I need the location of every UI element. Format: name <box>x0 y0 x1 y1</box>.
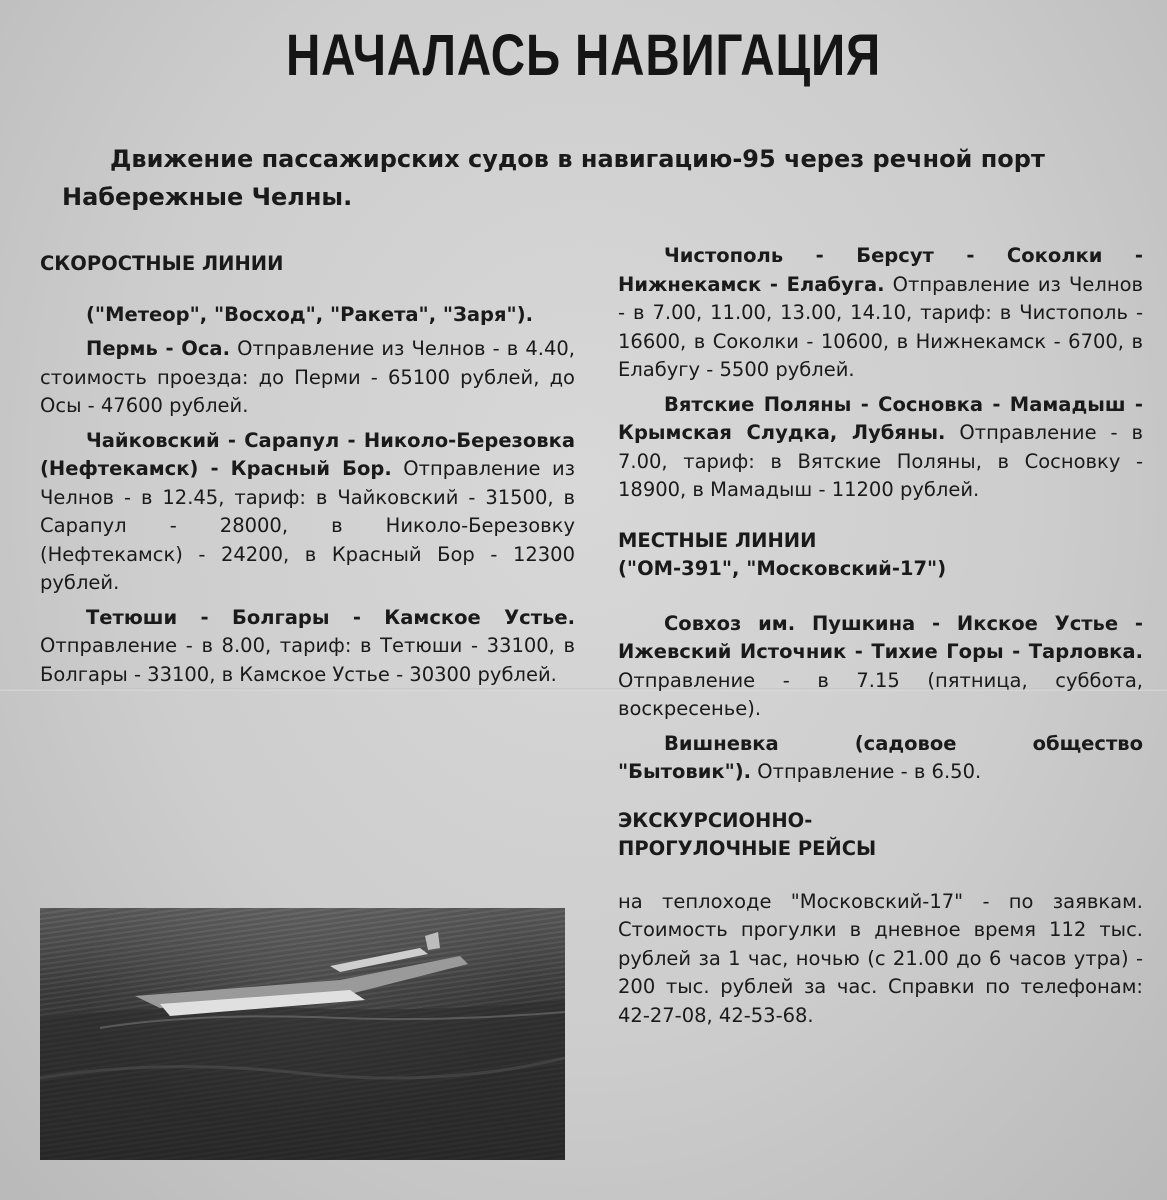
route-paragraph <box>618 242 1143 385</box>
route-name: Чистополь - Берсут - Соколки - Нижнекамск - Елабуга. <box>618 244 1143 296</box>
left-column <box>40 250 575 689</box>
route-name: Тетюши - Болгары - Камское Устье. <box>86 605 575 629</box>
route-paragraph <box>40 427 575 598</box>
headline: НАЧАЛАСЬ НАВИГАЦИЯ <box>285 23 882 88</box>
hydrofoil-boat-photo <box>40 908 565 1160</box>
route-details: Отправление - в 8.00, тариф: в Тетюши - 33100, в Болгары - 33100, в Камское Устье - 30300 рублей. <box>40 634 575 686</box>
route-paragraph <box>40 335 575 421</box>
route-name: Пермь - Оса. <box>86 337 230 360</box>
route-name: Вятские Поляны - Сосновка - Мамадыш - Крымская Слудка, Лубяны. <box>618 392 1143 444</box>
section-title-excursion-2: ПРОГУЛОЧНЫЕ РЕЙСЫ <box>618 837 877 860</box>
route-name: Совхоз им. Пушкина - Икское Устье - Ижевский Источник - Тихие Горы - Тарловка. <box>618 611 1143 663</box>
route-details: Отправление - в 7.15 (пятница, суббота, воскресенье). <box>618 668 1143 720</box>
route-details: Отправление из Челнов - в 7.00, 11.00, 13.00, 14.10, тариф: в Чистополь - 16600, в Соколки - 10600, в Нижнекамск - 6700, в Елабугу - 5500 рублей. <box>618 272 1143 381</box>
subheadline: Движение пассажирских судов в навигацию-95 через речной порт Набережные Челны. <box>62 145 1045 211</box>
excursion-text: на теплоходе "Московский-17" - по заявкам. Стоимость прогулки в дневное время 112 тыс. рублей за 1 час, ночью (с 21.00 до 6 часов утра) - 200 тыс. рублей за час. Справки по телефонам: 42-27-08, 42-53-68. <box>618 889 1143 1027</box>
route-name: Чайковский - Сарапул - Николо-Березовка (Нефтекамск) - Красный Бор. <box>40 428 575 480</box>
route-paragraph <box>40 604 575 690</box>
route-paragraph <box>618 391 1143 505</box>
boat-icon <box>40 908 565 1160</box>
route-name: Вишневка (садовое общество "Бытовик"). <box>618 731 1143 783</box>
section-title-local-lines: МЕСТНЫЕ ЛИНИИ <box>618 528 817 552</box>
route-details: Отправление - в 6.50. <box>751 760 982 783</box>
right-column <box>618 242 1143 1030</box>
local-lines-ships: ("ОМ-391", "Московский-17") <box>618 557 947 580</box>
fast-lines-ships: ("Метеор", "Восход", "Ракета", "Заря"). <box>86 302 534 326</box>
route-details: Отправление из Челнов - в 12.45, тариф: в Чайковский - 31500, в Сарапул - 28000, в Николо-Березовку (Нефтекамск) - 24200, в Красный Бор - 12300 рублей. <box>40 457 575 594</box>
route-details: Отправление из Челнов - в 4.40, стоимость проезда: до Перми - 65100 рублей, до Осы - 47600 рублей. <box>40 337 575 417</box>
section-title-fast-lines: СКОРОСТНЫЕ ЛИНИИ <box>40 252 284 275</box>
route-paragraph <box>618 730 1143 787</box>
route-paragraph <box>618 610 1143 724</box>
route-details: Отправление - в 7.00, тариф: в Вятские Поляны, в Сосновку - 18900, в Мамадыш - 11200 рублей. <box>618 421 1144 501</box>
section-title-excursion-1: ЭКСКУРСИОННО- <box>618 808 813 832</box>
